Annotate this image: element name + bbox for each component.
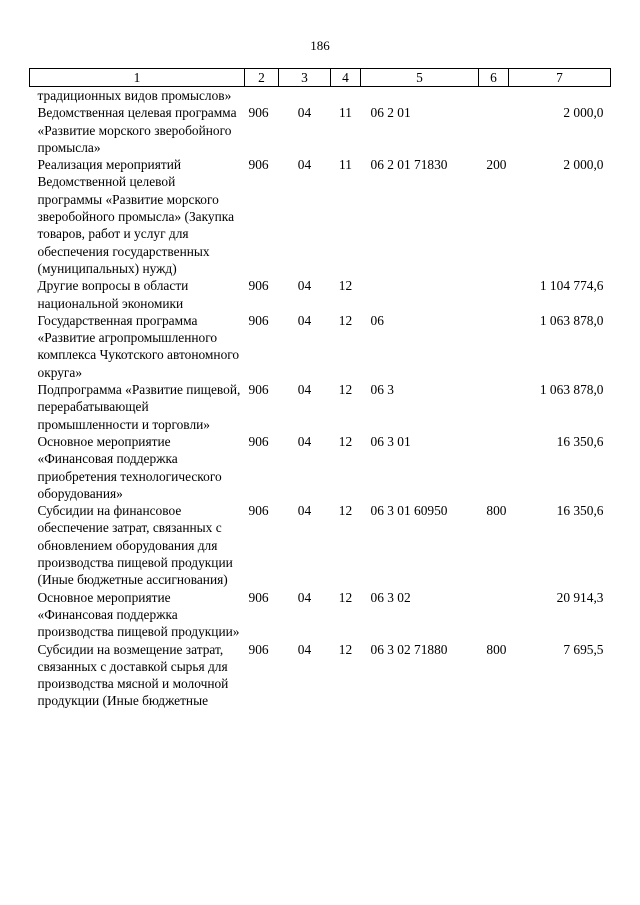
row-expense-type: 800 [486, 503, 507, 519]
column-header-3: 3 [279, 69, 331, 87]
row-target-article [361, 277, 479, 312]
row-subsection-code: 12 [338, 433, 353, 449]
table-row [30, 502, 611, 588]
row-subsection-code: 11 [339, 157, 352, 173]
row-name: Подпрограмма «Развитие пищевой, перерабатывающей промышленности и торговли» [37, 382, 241, 432]
row-subsection-code: 12 [338, 641, 353, 657]
header-row [30, 69, 611, 87]
row-ministry-code: 906 [248, 312, 269, 328]
table-row [30, 277, 611, 312]
row-amount: 2 000,0 [563, 105, 604, 121]
table-row [30, 433, 611, 502]
row-target-article: 06 2 01 [370, 105, 411, 121]
row-ministry-code: 906 [248, 157, 269, 173]
row-name: традиционных видов промыслов» [37, 88, 232, 103]
column-header-1: 1 [30, 69, 245, 87]
row-name: Государственная программа «Развитие агропромышленного комплекса Чукотского автономного округа» [37, 312, 240, 380]
row-amount: 7 695,5 [563, 641, 604, 657]
row-expense-type [479, 381, 509, 433]
row-target-article: 06 2 01 71830 [370, 157, 448, 173]
column-header-5: 5 [361, 69, 479, 87]
row-section-code: 04 [297, 105, 312, 121]
row-expense-type: 800 [486, 641, 507, 657]
row-section-code: 04 [297, 278, 312, 294]
row-amount: 2 000,0 [563, 157, 604, 173]
row-amount: 1 063 878,0 [539, 382, 604, 398]
table-row [30, 156, 611, 277]
row-subsection-code: 12 [338, 382, 353, 398]
row-section-code: 04 [297, 589, 312, 605]
row-ministry-code: 906 [248, 641, 269, 657]
table-row [30, 381, 611, 433]
table-row [30, 87, 611, 105]
row-expense-type [479, 433, 509, 502]
column-header-2: 2 [245, 69, 279, 87]
table-row [30, 641, 611, 710]
row-expense-type [479, 104, 509, 156]
column-header-6: 6 [479, 69, 509, 87]
row-section-code: 04 [297, 157, 312, 173]
row-ministry-code: 906 [248, 589, 269, 605]
row-target-article [361, 87, 479, 105]
table-row [30, 589, 611, 641]
row-name: Основное мероприятие «Финансовая поддержка производства пищевой продукции» [37, 589, 240, 640]
row-target-article: 06 3 01 60950 [370, 503, 448, 519]
table-row [30, 104, 611, 156]
column-header-7: 7 [509, 69, 611, 87]
row-amount: 16 350,6 [556, 503, 604, 519]
row-section-code: 04 [297, 503, 312, 519]
row-subsection-code: 12 [338, 503, 353, 519]
row-subsection-code: 12 [338, 312, 353, 328]
row-section-code: 04 [297, 382, 312, 398]
column-header-4: 4 [331, 69, 361, 87]
row-section-code [279, 87, 331, 105]
row-name: Субсидии на финансовое обеспечение затрат, связанных с обновлением оборудования для производства пищевой продукции (Иные бюджетные ассигнования) [37, 503, 233, 588]
row-target-article: 06 3 [370, 382, 394, 398]
row-amount [509, 87, 611, 105]
row-ministry-code: 906 [248, 105, 269, 121]
row-expense-type: 200 [486, 157, 507, 173]
row-name: Другие вопросы в области национальной экономики [37, 278, 189, 311]
row-name: Ведомственная целевая программа «Развитие морского зверобойного промысла» [37, 105, 237, 155]
row-section-code: 04 [297, 433, 312, 449]
row-subsection-code [331, 87, 361, 105]
row-target-article: 06 [370, 312, 384, 328]
row-subsection-code: 11 [339, 105, 352, 121]
row-amount: 1 104 774,6 [539, 278, 604, 294]
row-expense-type [479, 87, 509, 105]
row-amount: 20 914,3 [556, 589, 604, 605]
row-target-article: 06 3 01 [370, 433, 411, 449]
row-name: Субсидии на возмещение затрат, связанных с доставкой сырья для производства мясной и молочной продукции (Иные бюджетные [37, 641, 229, 709]
table-header [30, 69, 611, 87]
row-expense-type [479, 277, 509, 312]
row-name: Основное мероприятие «Финансовая поддержка приобретения технологического оборудования» [37, 433, 222, 501]
row-ministry-code: 906 [248, 278, 269, 294]
row-target-article: 06 3 02 [370, 589, 411, 605]
row-subsection-code: 12 [338, 589, 353, 605]
budget-table [29, 68, 611, 710]
row-ministry-code: 906 [248, 382, 269, 398]
row-ministry-code: 906 [248, 503, 269, 519]
row-target-article: 06 3 02 71880 [370, 641, 448, 657]
table-body [30, 87, 611, 710]
row-amount: 16 350,6 [556, 433, 604, 449]
row-expense-type [479, 589, 509, 641]
row-name: Реализация мероприятий Ведомственной целевой программы «Развитие морского зверобойного промысла» (Закупка товаров, работ и услуг для обеспечения государственных (муниципальных) нужд) [37, 157, 235, 276]
row-ministry-code: 906 [248, 433, 269, 449]
table-row [30, 312, 611, 381]
row-ministry-code [245, 87, 279, 105]
page-number: 186 [310, 38, 330, 53]
row-amount: 1 063 878,0 [539, 312, 604, 328]
row-subsection-code: 12 [338, 278, 353, 294]
row-section-code: 04 [297, 312, 312, 328]
row-expense-type [479, 312, 509, 381]
row-section-code: 04 [297, 641, 312, 657]
